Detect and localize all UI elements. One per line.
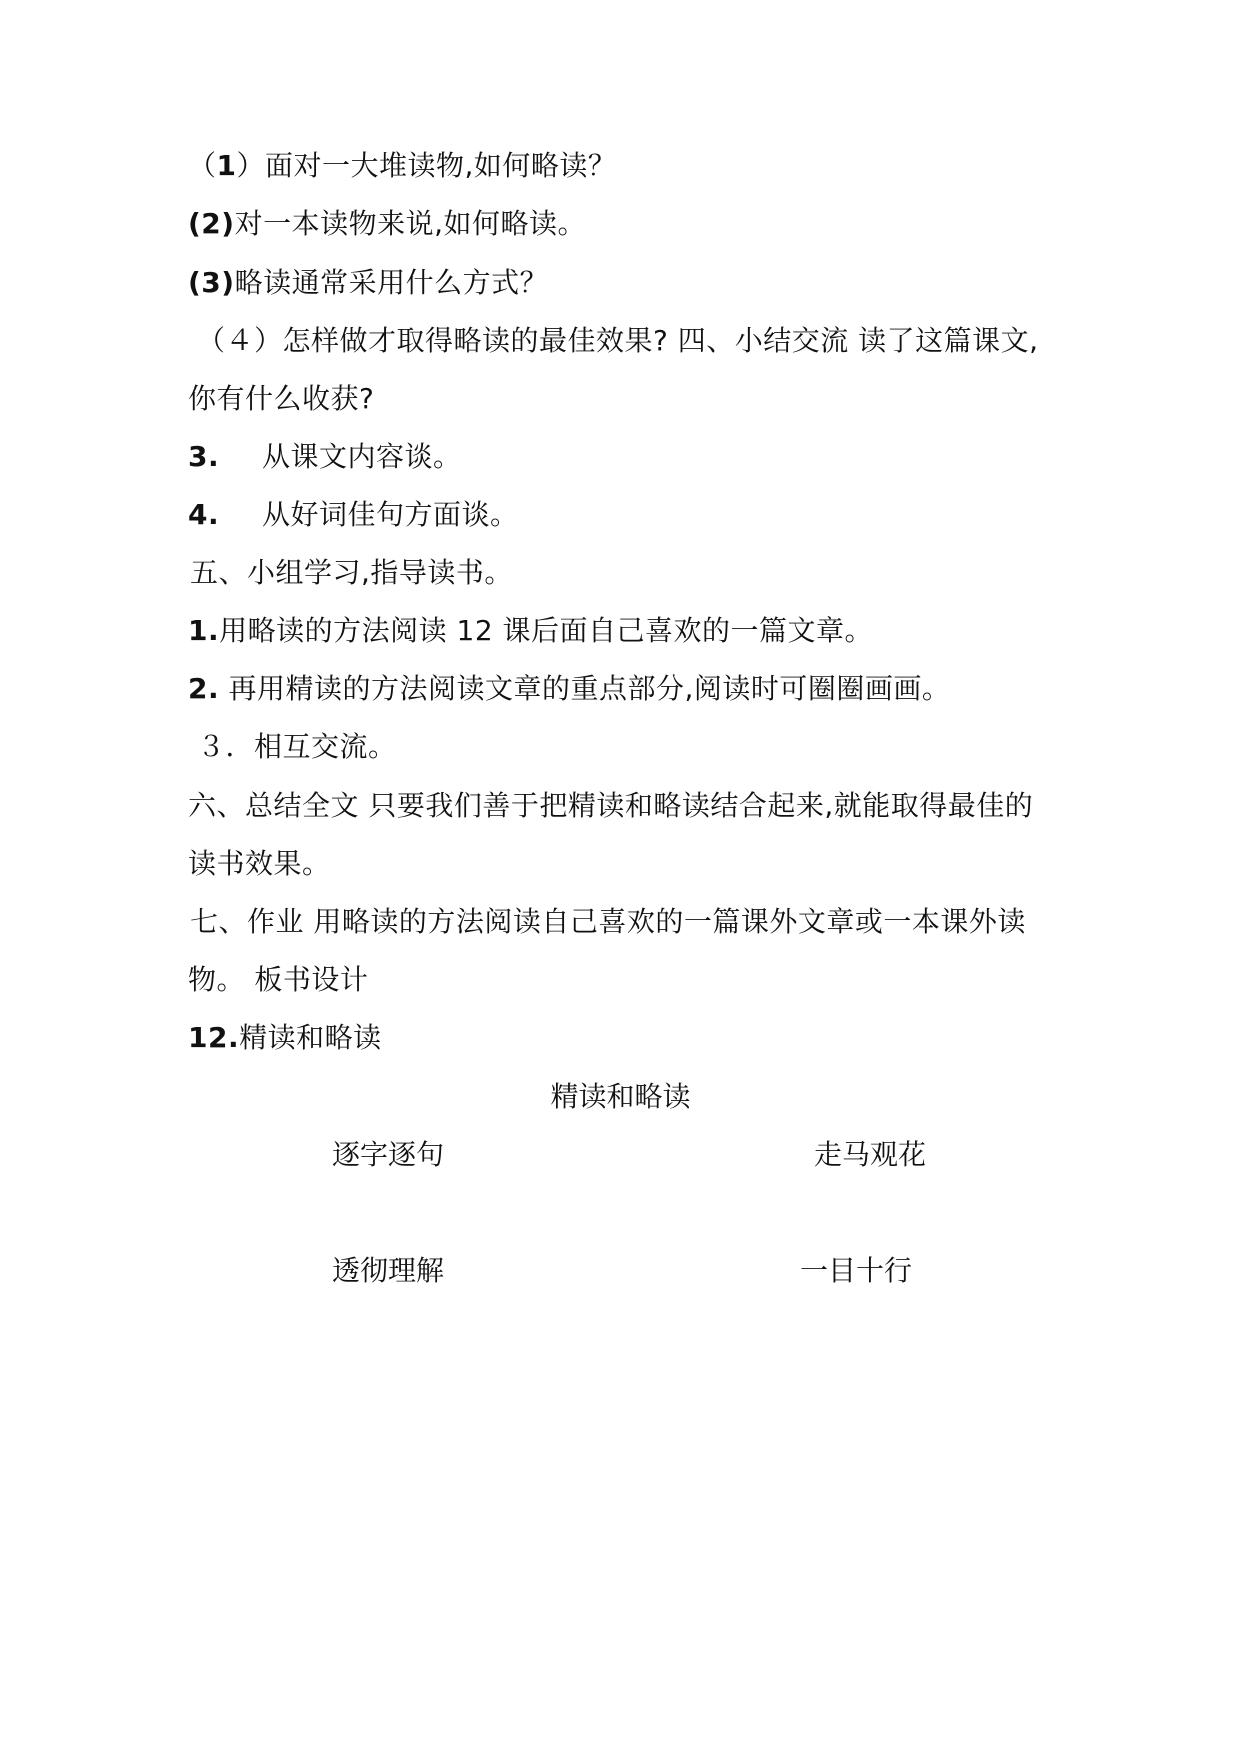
question-2 [188, 204, 586, 244]
board-right-bottom: 一目十行 [800, 1254, 913, 1287]
section-6-text: 六、总结全文 只要我们善于把精读和略读结合起来,就能取得最佳的 [188, 789, 1034, 822]
section-6-continuation [188, 844, 331, 884]
section-6-line [188, 786, 1033, 826]
summary-point-4-number: 4. [188, 498, 220, 531]
summary-point-4 [188, 495, 519, 535]
summary-point-4-text: 从好词佳句方面谈。 [262, 498, 519, 531]
question-1-prefix: （ [188, 149, 217, 182]
step-1 [188, 611, 873, 651]
question-4-line [197, 321, 1039, 361]
question-3 [188, 263, 548, 303]
question-3-text: 略读通常采用什么方式？ [234, 266, 549, 299]
question-4-text: （４）怎样做才取得略读的最佳效果? 四、小结交流 读了这篇课文, [197, 324, 1039, 357]
question-2-number: (2) [188, 207, 235, 240]
section-7-continuation-text: 物。 板书设计 [188, 963, 369, 996]
summary-point-3-text: 从课文内容谈。 [262, 440, 462, 473]
section-7-line [190, 902, 1026, 942]
board-left-bottom: 透彻理解 [332, 1254, 445, 1287]
question-1-number: 1 [216, 149, 237, 182]
section-5-heading [190, 553, 513, 593]
step-1-text: 用略读的方法阅读 12 课后面自己喜欢的一篇文章。 [219, 614, 874, 647]
summary-point-3-number: 3. [188, 440, 220, 473]
section-5-heading-text: 五、小组学习,指导读书。 [190, 556, 513, 589]
board-title: 精读和略读 [550, 1080, 691, 1113]
step-2-number: 2. [188, 672, 220, 705]
question-4-continuation [188, 379, 374, 419]
section-7-continuation [188, 960, 368, 1000]
question-4-continuation-text: 你有什么收获? [188, 382, 375, 415]
question-2-text: 对一本读物来说,如何略读。 [234, 207, 586, 240]
board-heading-text: 精读和略读 [239, 1021, 382, 1054]
board-left-top: 逐字逐句 [332, 1138, 445, 1171]
section-7-text: 七、作业 用略读的方法阅读自己喜欢的一篇课外文章或一本课外读 [190, 905, 1026, 938]
board-heading-number: 12. [188, 1021, 240, 1054]
step-3 [197, 727, 397, 767]
board-heading [188, 1018, 382, 1058]
step-1-number: 1. [188, 614, 220, 647]
question-1 [188, 146, 616, 186]
step-2-text: 再用精读的方法阅读文章的重点部分,阅读时可圈圈画画。 [219, 672, 951, 705]
summary-point-3 [188, 437, 462, 477]
section-6-continuation-text: 读书效果。 [188, 847, 331, 880]
board-right-top: 走马观花 [814, 1138, 927, 1171]
question-1-text: ）面对一大堆读物,如何略读？ [236, 149, 617, 182]
step-3-text: ３．相互交流。 [197, 730, 397, 763]
question-3-number: (3) [188, 266, 235, 299]
step-2 [188, 669, 950, 709]
